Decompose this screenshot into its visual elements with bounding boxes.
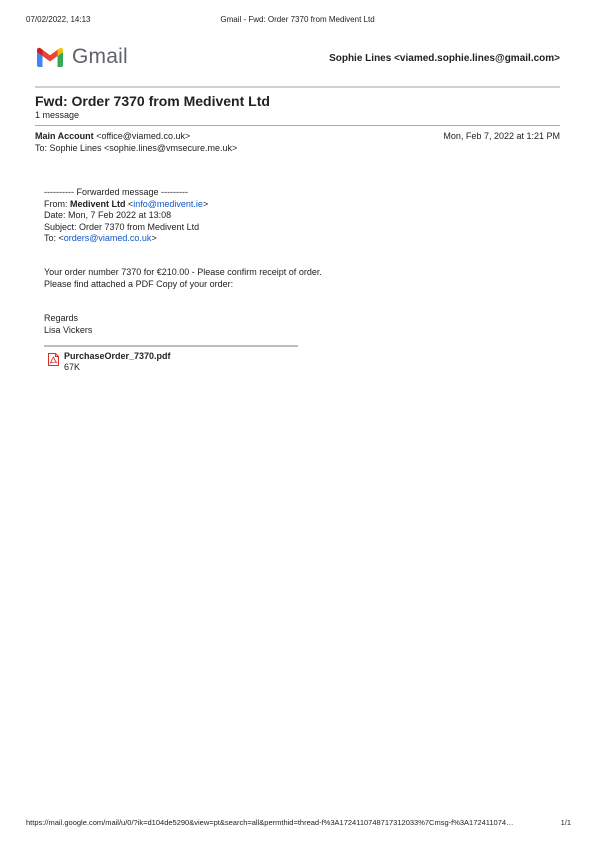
forward-divider: ---------- Forwarded message --------- [44, 187, 188, 197]
thread-subject: Fwd: Order 7370 from Medivent Ltd [35, 93, 270, 109]
pdf-file-icon [48, 353, 59, 371]
forward-from-open: < [125, 198, 134, 209]
forward-to-email-link[interactable]: orders@viamed.co.uk [63, 233, 152, 243]
message-count: 1 message [35, 110, 80, 120]
forward-date: Date: Mon, 7 Feb 2022 at 13:08 [44, 210, 172, 220]
gmail-logo [35, 45, 128, 69]
account-identity: Sophie Lines <viamed.sophie.lines@gmail.com> [329, 53, 560, 64]
header-divider [35, 86, 560, 88]
signature-name: Lisa Vickers [44, 324, 93, 335]
attachment-divider [44, 345, 298, 347]
forward-from [44, 199, 208, 211]
print-header [26, 15, 569, 27]
print-url: https://mail.google.com/mail/u/0/?ik=d104de5290&view=pt&search=all&permthid=thread-f%3A1724110748717312033%7Cmsg-f%3A172411074… [26, 818, 514, 827]
attachment-text [64, 351, 171, 373]
attachment-size: 67K [64, 362, 81, 372]
print-page-number: 1/1 [560, 818, 571, 827]
signature-block [44, 313, 92, 336]
forward-to [44, 233, 208, 245]
recipient-line: To: Sophie Lines <sophie.lines@vmsecure.me.uk> [35, 143, 238, 153]
sender-line [35, 131, 190, 141]
sender-email: <office@viamed.co.uk> [96, 131, 191, 141]
message-body [44, 267, 322, 290]
gmail-m-icon [35, 46, 65, 69]
body-line-order: Your order number 7370 for €210.00 - Please confirm receipt of order. [44, 267, 322, 277]
message-divider [35, 125, 560, 126]
sender-name: Main Account [35, 131, 94, 141]
forward-subject: Subject: Order 7370 from Medivent Ltd [44, 221, 200, 232]
forwarded-header [44, 187, 208, 245]
forward-to-close: > [151, 233, 157, 243]
print-page-title: Gmail - Fwd: Order 7370 from Medivent Ltd [220, 15, 375, 24]
attachment-name[interactable]: PurchaseOrder_7370.pdf [64, 351, 171, 361]
forward-from-close: > [202, 198, 209, 209]
attachment-item[interactable] [48, 351, 171, 373]
print-datetime: 07/02/2022, 14:13 [26, 15, 91, 24]
message-date: Mon, Feb 7, 2022 at 1:21 PM [443, 131, 560, 141]
regards-text: Regards [44, 313, 79, 323]
body-line-attachment: Please find attached a PDF Copy of your order: [44, 278, 234, 289]
forward-from-email-link[interactable]: info@medivent.ie [133, 198, 203, 209]
forward-from-label: From: [44, 198, 70, 209]
forward-from-name: Medivent Ltd [70, 198, 126, 209]
forward-to-label: To: < [44, 233, 64, 243]
gmail-wordmark: Gmail [72, 45, 128, 68]
